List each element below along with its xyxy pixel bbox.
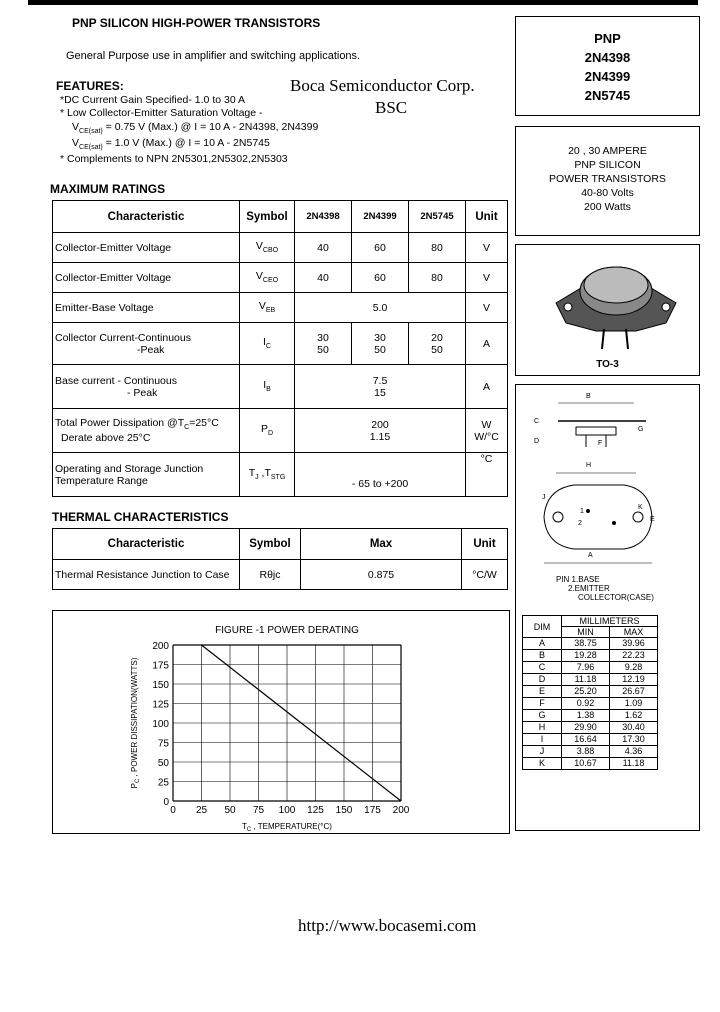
y-tick-label: 50	[157, 758, 169, 769]
col-header: Characteristic	[53, 201, 240, 233]
dimension-row	[523, 698, 658, 710]
table-row	[53, 263, 508, 293]
dimension-max: 4.36	[609, 746, 657, 758]
dimension-min: 38.75	[562, 638, 610, 650]
part-number-box	[515, 16, 700, 116]
value: 7.5 15	[295, 365, 466, 409]
pin-note: 2.EMITTER	[568, 584, 610, 593]
dimensions-box	[515, 384, 700, 831]
col-header: 2N4399	[352, 201, 409, 233]
dimension-dim: C	[523, 662, 562, 674]
dimension-max: 17.30	[609, 734, 657, 746]
col-header: 2N4398	[295, 201, 352, 233]
y-tick-label: 0	[163, 797, 169, 808]
unit: V	[466, 263, 508, 293]
description-line: 40-80 Volts	[581, 187, 634, 199]
dimension-row	[523, 758, 658, 770]
dimension-min: 19.28	[562, 650, 610, 662]
value: 40	[295, 233, 352, 263]
dimension-max: 1.62	[609, 710, 657, 722]
value: 40	[295, 263, 352, 293]
dimension-dim: B	[523, 650, 562, 662]
x-tick-label: 100	[278, 805, 296, 816]
y-tick-label: 25	[157, 777, 169, 789]
characteristic: Emitter-Base Voltage	[53, 293, 240, 323]
x-tick-label: 0	[170, 805, 176, 816]
dimension-dim: J	[523, 746, 562, 758]
dimension-max: 39.96	[609, 638, 657, 650]
dimension-dim: F	[523, 698, 562, 710]
part-type: PNP	[594, 31, 621, 46]
dim-header: DIM	[523, 616, 562, 638]
dimension-row	[523, 638, 658, 650]
unit: A	[466, 323, 508, 365]
characteristic: Operating and Storage Junction Temperature Range	[53, 453, 240, 497]
dimension-row	[523, 674, 658, 686]
table-row	[53, 409, 508, 453]
dimension-row	[523, 662, 658, 674]
x-tick-label: 150	[335, 805, 353, 816]
to3-package-image	[516, 245, 699, 355]
max-ratings-heading: MAXIMUM RATINGS	[50, 182, 166, 196]
unit: V	[466, 233, 508, 263]
value: 60	[352, 233, 409, 263]
x-tick-label: 125	[307, 805, 324, 816]
dimension-max: 9.28	[609, 662, 657, 674]
symbol: $V_{CEO}$	[240, 263, 295, 293]
feature-item: $V_{CE(sat)} = 1.0$ V (Max.) @ I = 10 A - 2N5745	[72, 137, 270, 152]
dimension-table	[522, 615, 658, 770]
package-box	[515, 244, 700, 376]
symbol: Rθjc	[240, 560, 301, 590]
unit: °C	[466, 453, 508, 497]
dimension-min: 0.92	[562, 698, 610, 710]
dimension-row	[523, 686, 658, 698]
dim-label-a: A	[588, 552, 593, 559]
dimension-dim: G	[523, 710, 562, 722]
dimension-row	[523, 722, 658, 734]
unit: V	[466, 293, 508, 323]
x-tick-label: 75	[252, 805, 265, 816]
symbol: $P_D$	[240, 409, 295, 453]
thermal-table	[52, 528, 508, 590]
feature-item: *DC Current Gain Specified- 1.0 to 30 A	[60, 94, 246, 106]
dimension-max: 11.18	[609, 758, 657, 770]
dimension-min: 11.18	[562, 674, 610, 686]
dimension-row	[523, 710, 658, 722]
dim-label-d: D	[534, 438, 540, 445]
power-derating-chart-box	[52, 610, 510, 834]
description-line: POWER TRANSISTORS	[549, 173, 666, 185]
dimension-max: 1.09	[609, 698, 657, 710]
dimension-min: 25.20	[562, 686, 610, 698]
thermal-heading: THERMAL CHARACTERISTICS	[52, 510, 229, 524]
x-tick-label: 200	[392, 805, 410, 816]
table-row	[53, 293, 508, 323]
symbol: $V_{EB}$	[240, 293, 295, 323]
col-header: Symbol	[240, 529, 301, 560]
description-line: 200 Watts	[584, 201, 631, 213]
page-title: PNP SILICON HIGH-POWER TRANSISTORS	[72, 16, 321, 30]
characteristic: Collector-Emitter Voltage	[53, 233, 240, 263]
x-tick-label: 175	[364, 805, 381, 816]
x-tick-label: 50	[224, 805, 236, 816]
dimension-min: 29.90	[562, 722, 610, 734]
dimension-max: 26.67	[609, 686, 657, 698]
power-derating-chart	[53, 611, 509, 833]
table-row	[53, 560, 508, 590]
col-header: Max	[301, 529, 462, 560]
dim-label-f: F	[598, 440, 603, 447]
features-heading: FEATURES:	[56, 79, 124, 93]
max-ratings-table	[52, 200, 508, 497]
characteristic: Thermal Resistance Junction to Case	[53, 560, 240, 590]
company-abbr: BSC	[375, 98, 408, 117]
value: 80	[409, 233, 466, 263]
feature-item: * Complements to NPN 2N5301,2N5302,2N5303	[60, 153, 288, 165]
symbol: $V_{CBO}$	[240, 233, 295, 263]
dimension-dim: A	[523, 638, 562, 650]
feature-item: $V_{CE(sat)} = 0.75$ V (Max.) @ I = 10 A - 2N4398, 2N4399	[72, 121, 319, 136]
y-tick-label: 200	[152, 641, 169, 652]
pin-note: COLLECTOR(CASE)	[578, 593, 654, 602]
characteristic: Base current - Continuous - Peak	[53, 365, 240, 409]
value: 30 50	[352, 323, 409, 365]
y-tick-label: 175	[152, 660, 169, 672]
col-header: Symbol	[240, 201, 295, 233]
y-tick-label: 125	[152, 699, 169, 711]
dimension-dim: H	[523, 722, 562, 734]
package-label: TO-3	[596, 359, 619, 370]
col-header: Unit	[462, 529, 508, 560]
description-line: PNP SILICON	[574, 159, 641, 171]
dim-label-e: E	[650, 516, 655, 523]
value: 30 50	[295, 323, 352, 365]
dimension-row	[523, 734, 658, 746]
symbol: $I_B$	[240, 365, 295, 409]
value: 5.0	[295, 293, 466, 323]
characteristic: Collector-Emitter Voltage	[53, 263, 240, 293]
unit: W W/°C	[466, 409, 508, 453]
dimension-row	[523, 746, 658, 758]
value: 60	[352, 263, 409, 293]
subtitle: General Purpose use in amplifier and switching applications.	[66, 50, 361, 62]
col-header: 2N5745	[409, 201, 466, 233]
table-row	[53, 453, 508, 497]
dimension-dim: K	[523, 758, 562, 770]
dimension-max: 22.23	[609, 650, 657, 662]
dimension-row	[523, 650, 658, 662]
dim-label-k: K	[638, 504, 643, 511]
value: 20 50	[409, 323, 466, 365]
col-header: Unit	[466, 201, 508, 233]
symbol: $T_J$ $,T_{STG}$	[240, 453, 295, 497]
part-number: 2N4399	[584, 69, 631, 84]
dimension-dim: I	[523, 734, 562, 746]
col-header: Characteristic	[53, 529, 240, 560]
dimension-min: 16.64	[562, 734, 610, 746]
pin-label-1: 1	[580, 508, 584, 515]
table-row	[53, 365, 508, 409]
unit-header: MILLIMETERS	[562, 616, 658, 627]
value: 0.875	[301, 560, 462, 590]
description-line: 20 , 30 AMPERE	[568, 145, 647, 157]
top-rule	[28, 0, 698, 5]
min-header: MIN	[562, 627, 610, 638]
table-row	[53, 233, 508, 263]
dim-label-h: H	[586, 462, 592, 469]
company-name: Boca Semiconductor Corp.	[290, 76, 475, 95]
dimension-min: 10.67	[562, 758, 610, 770]
max-header: MAX	[609, 627, 657, 638]
pin-note: PIN 1.BASE	[556, 575, 600, 584]
y-tick-label: 100	[152, 719, 169, 730]
dimension-drawing	[516, 385, 699, 585]
symbol: $I_C$	[240, 323, 295, 365]
dimension-min: 3.88	[562, 746, 610, 758]
part-number: 2N4398	[584, 50, 631, 65]
dimension-max: 30.40	[609, 722, 657, 734]
part-number: 2N5745	[584, 88, 631, 103]
dim-label-g: G	[638, 426, 644, 433]
dim-label-c: C	[534, 418, 540, 425]
value: - 65 to +200	[295, 453, 466, 497]
pin-label-2: 2	[578, 520, 582, 527]
value: 80	[409, 263, 466, 293]
characteristic: Collector Current-Continuous -Peak	[53, 323, 240, 365]
y-tick-label: 75	[157, 738, 169, 750]
footer-url[interactable]: http://www.bocasemi.com	[298, 916, 477, 935]
y-tick-label: 150	[152, 680, 169, 691]
unit: °C/W	[462, 560, 508, 590]
chart-title: FIGURE -1 POWER DERATING	[215, 625, 359, 636]
value: 200 1.15	[295, 409, 466, 453]
dimension-max: 12.19	[609, 674, 657, 686]
dim-label-j: J	[542, 494, 546, 501]
dimension-dim: D	[523, 674, 562, 686]
x-axis-label: $T_C$ , TEMPERATURE(°C)	[242, 822, 332, 833]
description-box	[515, 126, 700, 236]
dimension-dim: E	[523, 686, 562, 698]
y-axis-label: $P_C$ , POWER DISSIPATION(WATTS)	[130, 657, 141, 789]
unit: A	[466, 365, 508, 409]
feature-item: * Low Collector-Emitter Saturation Voltage -	[60, 107, 263, 119]
dim-label-b: B	[586, 393, 591, 400]
x-tick-label: 25	[195, 805, 208, 816]
characteristic: Total Power Dissipation $@T_C=25^\circ C$ Derate above 25°C	[53, 409, 240, 453]
table-row	[53, 323, 508, 365]
dimension-min: 1.38	[562, 710, 610, 722]
dimension-min: 7.96	[562, 662, 610, 674]
